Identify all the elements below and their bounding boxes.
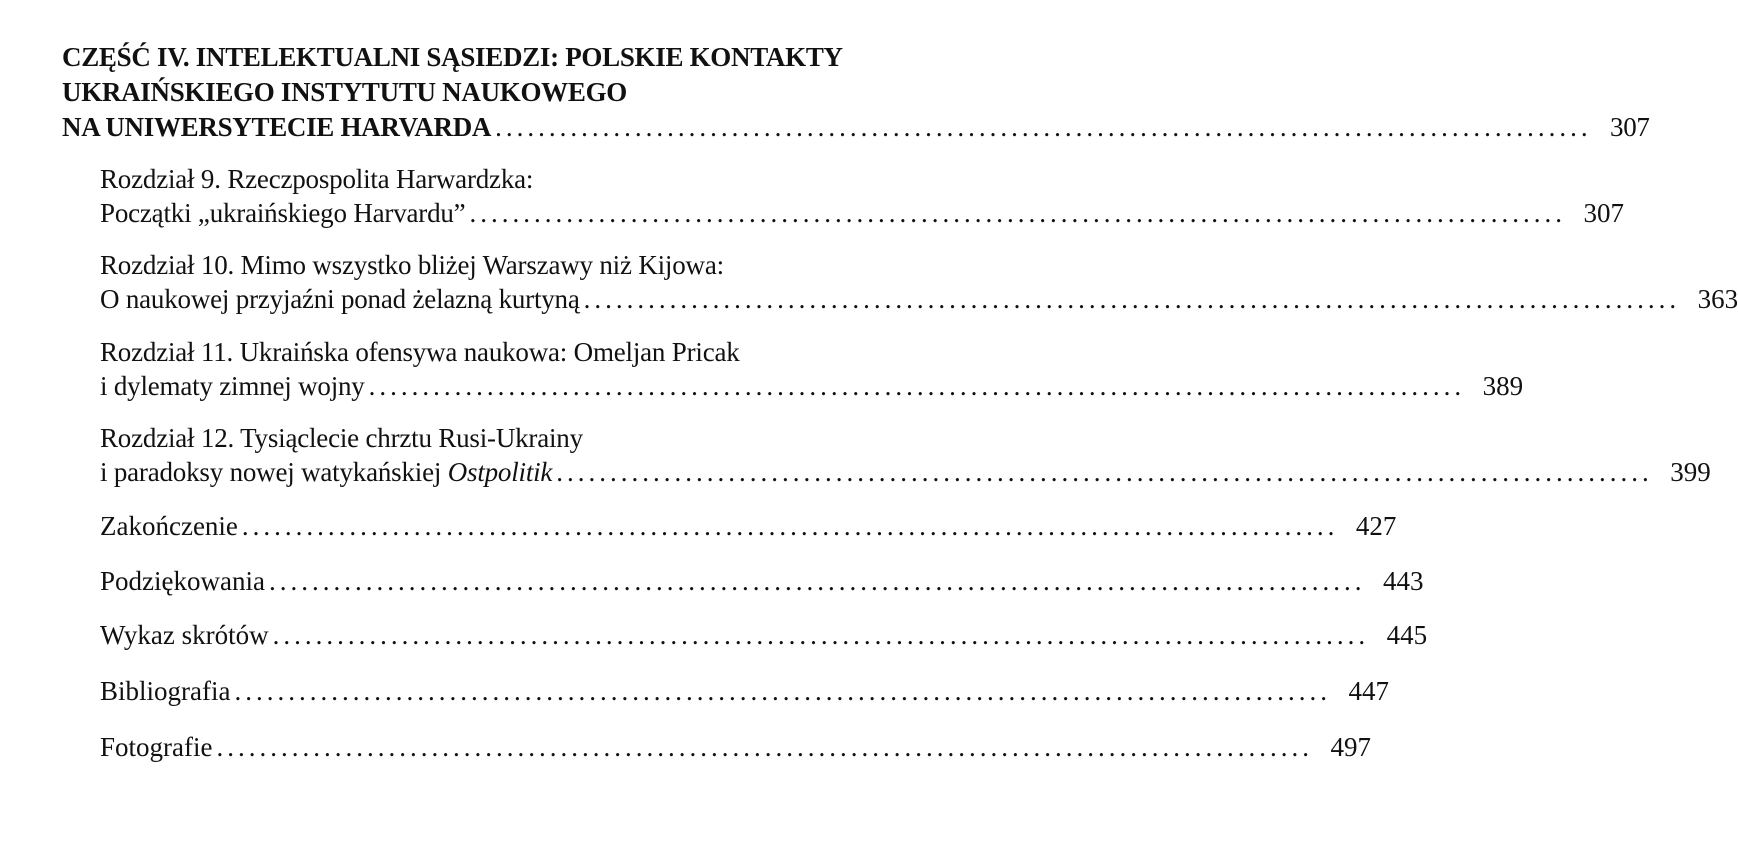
dot-leader: ......................................................................................................: [241, 511, 1339, 541]
chapter-leader-line: [100, 198, 1624, 228]
part-title-line-3: NA UNIWERSYTECIE HARVARDA: [62, 112, 492, 142]
chapter-title-line-2: [100, 459, 552, 486]
page-number: 389: [1482, 371, 1524, 401]
page-number: 445: [1386, 620, 1428, 650]
chapter-title-line-1: Rozdział 10. Mimo wszystko bliżej Warszawy niż Kijowa:: [100, 250, 724, 280]
section-title: Fotografie: [100, 732, 213, 762]
chapter-title-line-2: i dylematy zimnej wojny: [100, 371, 365, 401]
section-title: Podziękowania: [100, 566, 265, 596]
section-title: Zakończenie: [100, 511, 238, 541]
dot-leader: ......................................................................................................: [368, 371, 1466, 401]
dot-leader: ......................................................................................................: [556, 457, 1653, 487]
chapter-title-line-2: O naukowej przyjaźni ponad żelazną kurtyną: [100, 284, 580, 314]
chapter-leader-line: [100, 457, 1711, 487]
dot-leader: ......................................................................................................: [272, 620, 1370, 650]
section-title: Wykaz skrótów: [100, 620, 269, 650]
part-title-line-1: CZĘŚĆ IV. INTELEKTUALNI SĄSIEDZI: POLSKIE KONTAKTY: [62, 42, 843, 72]
dot-leader: ......................................................................................................: [268, 566, 1366, 596]
section-leader-line: [100, 620, 1428, 650]
page-number: 497: [1330, 732, 1371, 762]
section-leader-line: [100, 732, 1371, 762]
page-number: 427: [1355, 511, 1397, 541]
section-leader-line: [100, 566, 1424, 596]
page-number: 363: [1697, 284, 1738, 314]
dot-leader: ......................................................................................................: [234, 676, 1331, 706]
page-number: 307: [1610, 112, 1650, 142]
chapter-title-line-1: Rozdział 12. Tysiąclecie chrztu Rusi-Ukrainy: [100, 423, 583, 453]
chapter-title-text: i paradoksy nowej watykańskiej: [100, 457, 448, 487]
chapter-title-line-1: Rozdział 9. Rzeczpospolita Harwardzka:: [100, 164, 534, 194]
chapter-title-line-2: Początki „ukraińskiego Harvardu”: [100, 198, 466, 228]
chapter-title-line-1: Rozdział 11. Ukraińska ofensywa naukowa: Omeljan Pricak: [100, 337, 740, 367]
chapter-title-italic: Ostpolitik: [447, 457, 553, 487]
section-title: Bibliografia: [100, 676, 231, 706]
dot-leader: ......................................................................................................: [216, 732, 1313, 762]
chapter-leader-line: [100, 284, 1738, 314]
dot-leader: ......................................................................................................: [495, 112, 1592, 142]
chapter-leader-line: [100, 371, 1524, 401]
page-number: 399: [1670, 457, 1711, 487]
page-number: 443: [1382, 566, 1424, 596]
section-leader-line: [100, 676, 1389, 706]
page-number: 447: [1348, 676, 1389, 706]
part-title-leader-line: [62, 112, 1650, 142]
section-leader-line: [100, 511, 1397, 541]
part-title-line-2: UKRAIŃSKIEGO INSTYTUTU NAUKOWEGO: [62, 77, 627, 107]
page-number: 307: [1583, 198, 1624, 228]
dot-leader: ......................................................................................................: [469, 198, 1566, 228]
dot-leader: ......................................................................................................: [583, 284, 1681, 314]
